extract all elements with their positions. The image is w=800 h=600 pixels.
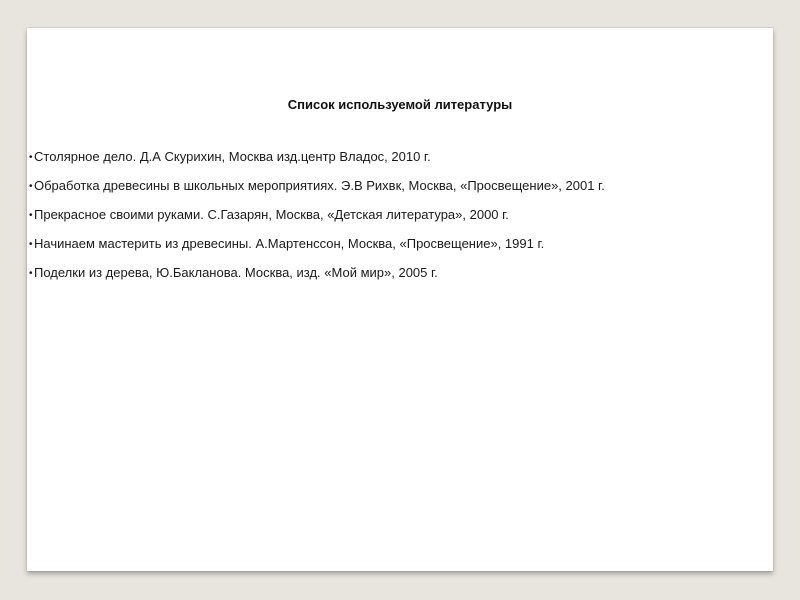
list-item bbox=[29, 207, 605, 236]
bullet-icon: • bbox=[29, 152, 33, 163]
reference-text: Столярное дело. Д.А Скурихин, Москва изд.центр Владос, 2010 г. bbox=[34, 149, 431, 164]
reference-text: Обработка древесины в школьных мероприятиях. Э.В Рихвк, Москва, «Просвещение», 2001 г. bbox=[34, 178, 605, 193]
page-title: Список используемой литературы bbox=[287, 97, 513, 112]
list-item bbox=[29, 149, 605, 178]
list-item bbox=[29, 236, 605, 265]
list-item bbox=[29, 178, 605, 207]
reference-text: Прекрасное своими руками. С.Газарян, Москва, «Детская литература», 2000 г. bbox=[34, 207, 509, 222]
slide bbox=[27, 28, 773, 571]
reference-list bbox=[29, 149, 605, 294]
bullet-icon: • bbox=[29, 210, 33, 221]
bullet-icon: • bbox=[29, 268, 33, 279]
bullet-icon: • bbox=[29, 239, 33, 250]
bullet-icon: • bbox=[29, 181, 33, 192]
list-item bbox=[29, 265, 605, 294]
reference-text: Поделки из дерева, Ю.Бакланова. Москва, изд. «Мой мир», 2005 г. bbox=[34, 265, 438, 280]
reference-text: Начинаем мастерить из древесины. А.Мартенссон, Москва, «Просвещение», 1991 г. bbox=[34, 236, 545, 251]
